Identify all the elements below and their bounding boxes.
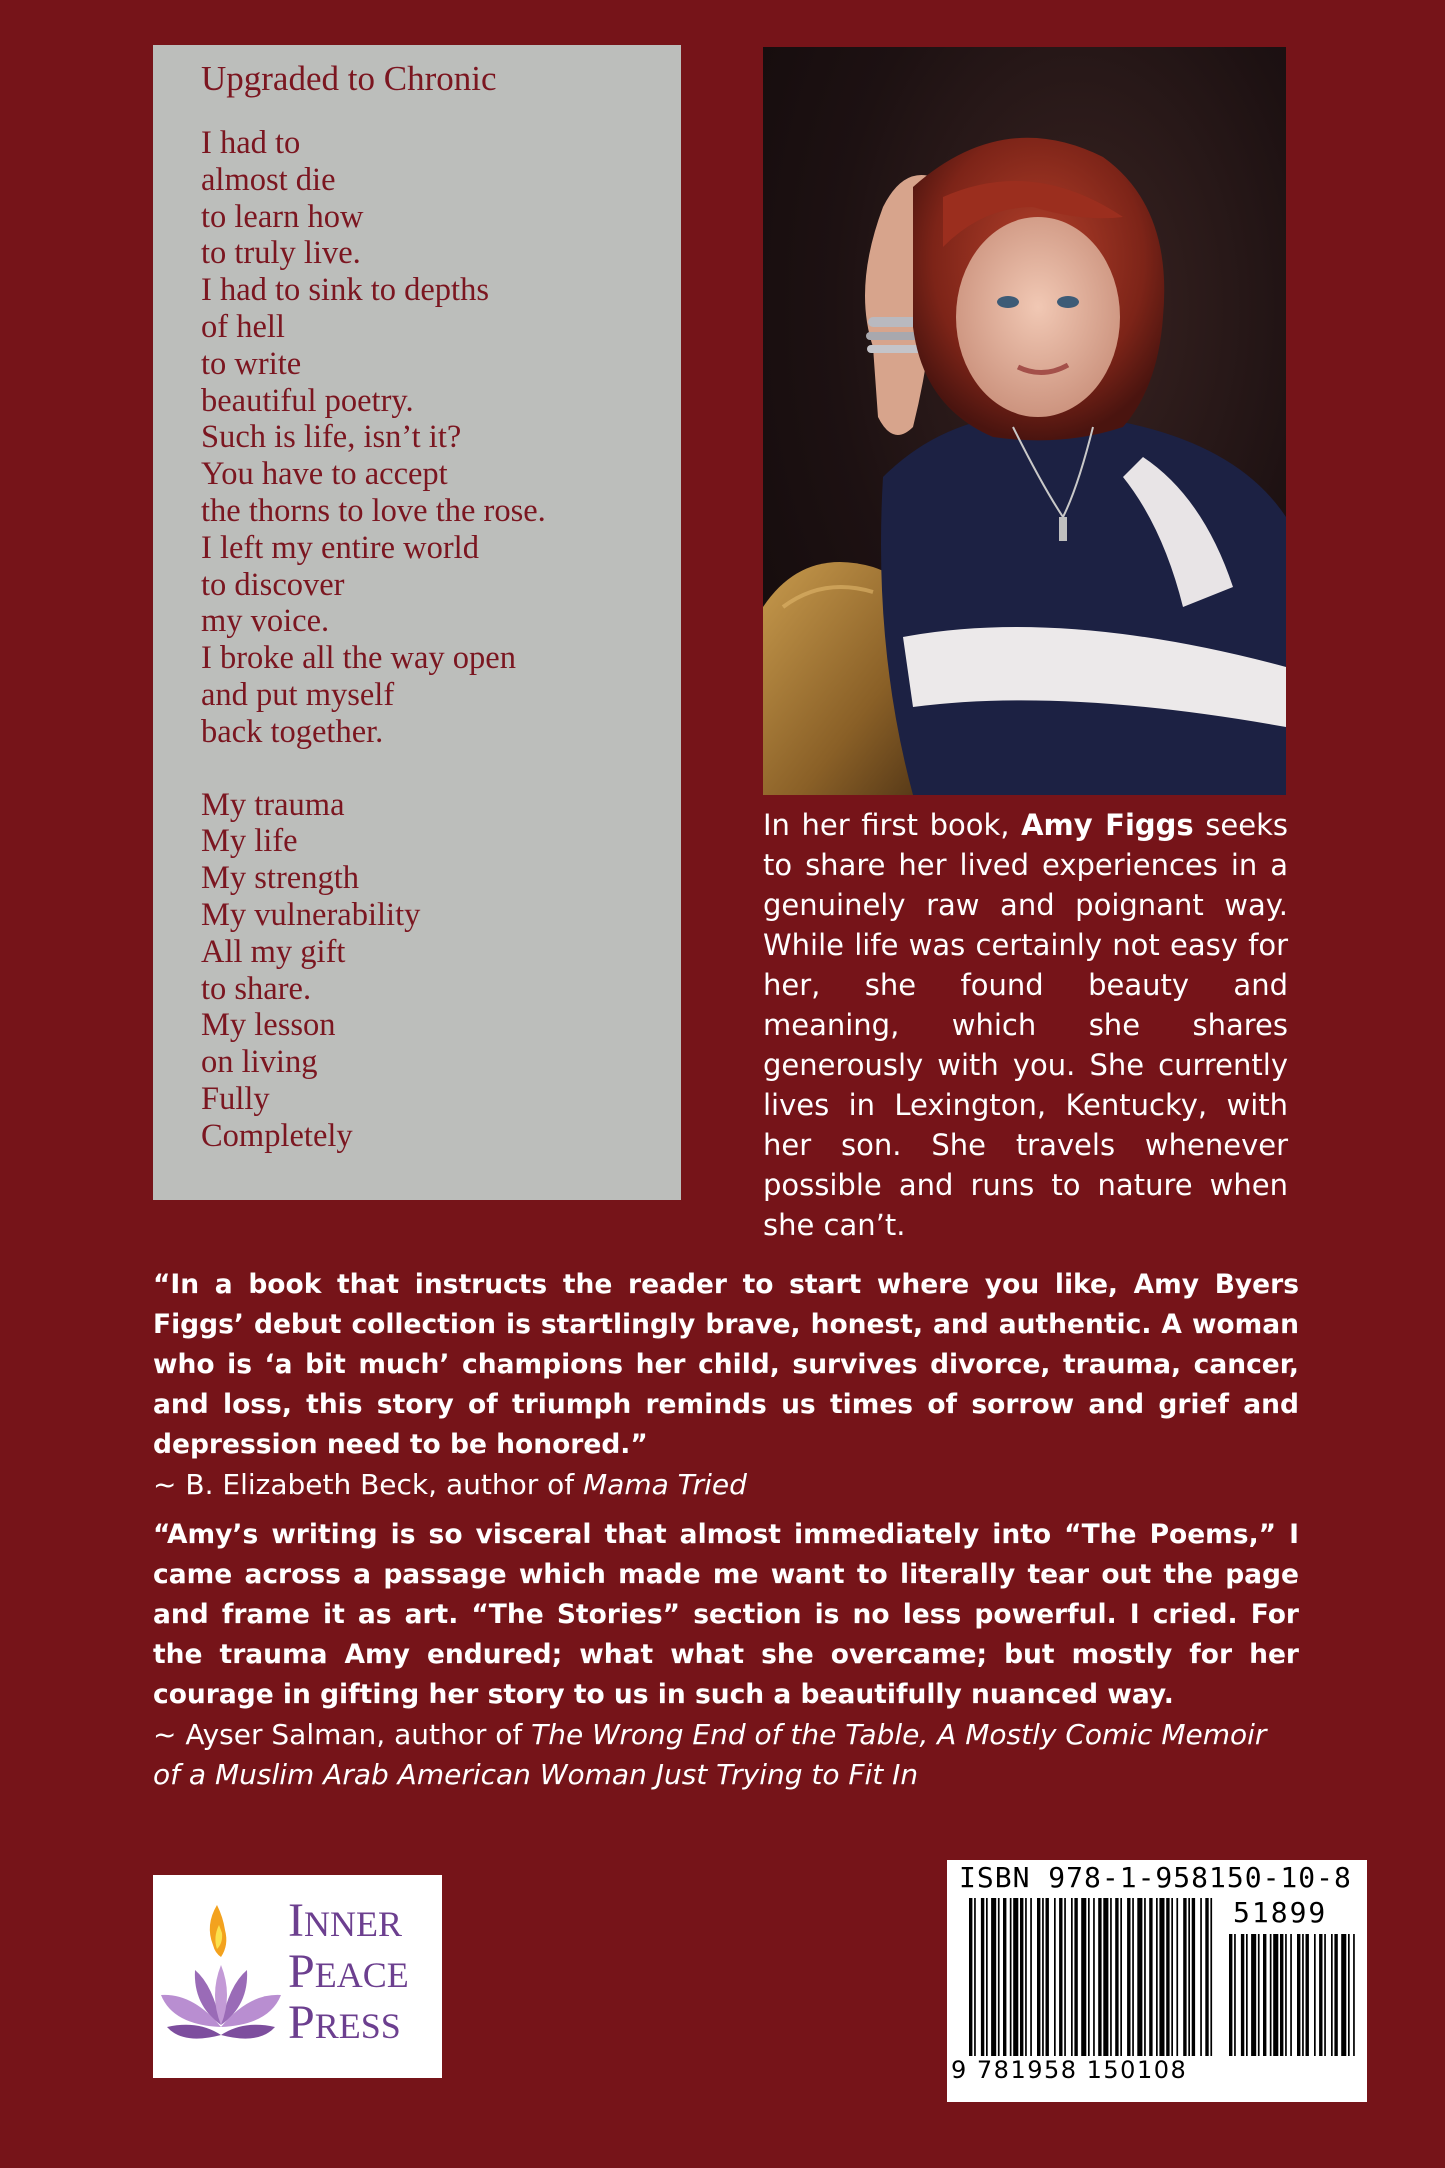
barcode-bar (1263, 1934, 1266, 2056)
barcode-bar (1074, 1898, 1077, 2056)
barcode-bar (1137, 1898, 1142, 2056)
poem-stanza-1 (201, 125, 681, 751)
poem-line: to learn how (201, 198, 364, 235)
barcode-bar (1132, 1898, 1134, 2056)
barcode-bar (1229, 1934, 1232, 2056)
barcode-bar (1144, 1898, 1146, 2056)
barcode-bar (1210, 1898, 1212, 2056)
barcode-bar (1234, 1934, 1236, 2056)
barcode-bar (1115, 1898, 1118, 2056)
barcode-bar (1046, 1898, 1049, 2056)
barcode-bar (1149, 1898, 1152, 2056)
barcode-bar (1183, 1898, 1186, 2056)
barcode-bar (1120, 1898, 1122, 2056)
barcode-bar (1334, 1934, 1337, 2056)
poem-line: I left my entire world (201, 529, 479, 566)
ean-digits: 9 781958 150108 (951, 2056, 1188, 2084)
poem-line: the thorns to love the rose. (201, 492, 546, 529)
poem-line: on living (201, 1044, 318, 1081)
barcode-bar (1020, 1898, 1023, 2056)
author-photo (763, 47, 1286, 795)
poem-line: my voice. (201, 603, 330, 640)
barcode-bar (1176, 1898, 1178, 2056)
author-photo-illustration (763, 47, 1286, 795)
quote-attribution (153, 1715, 1299, 1795)
author-bio (763, 805, 1288, 1245)
attribution-title: Mama Tried (583, 1468, 747, 1501)
barcode-bar (986, 1898, 988, 2056)
poem-line: back together. (201, 713, 384, 750)
barcode-bar (1200, 1898, 1202, 2056)
logo-initial: P (288, 1996, 315, 2049)
poem-line: to discover (201, 566, 345, 603)
barcode-bar (998, 1898, 1000, 2056)
barcode-bar (1071, 1898, 1073, 2056)
poem-line: to share. (201, 970, 312, 1007)
barcode-bar (1088, 1898, 1090, 2056)
barcode-bar (974, 1898, 976, 2056)
barcode-bar (1188, 1898, 1190, 2056)
poem-line: Completely (201, 1117, 353, 1154)
barcode-bar (1314, 1934, 1316, 2056)
barcode-bar (1258, 1934, 1260, 2056)
barcode-bar (1059, 1898, 1062, 2056)
barcode-bar (969, 1898, 972, 2056)
logo-initial: P (288, 1945, 315, 1998)
poem-line: I had to (201, 125, 301, 161)
barcode-bar (1003, 1898, 1006, 2056)
logo-initial: I (288, 1894, 304, 1947)
barcode-bar (1246, 1934, 1248, 2056)
attribution-prefix: ~ B. Elizabeth Beck, author of (153, 1468, 584, 1501)
publisher-name (288, 1894, 409, 2050)
bio-author-name: Amy Figgs (1021, 808, 1194, 842)
barcode-bar (1353, 1934, 1355, 2056)
barcode-bar (1348, 1934, 1350, 2056)
barcode-bar (1064, 1898, 1066, 2056)
poem-stanza-2 (201, 787, 681, 1155)
quote-text: “Amy’s writing is so visceral that almost immediately into “The Poems,” I came across a passage which made me want to literally tear out the page and frame it as art. “The Stories” section is no less powerful. I cried. For the trauma Amy endured; what what she overcame; but mostly for her courage in gifting her story to us in such a beautifully nuanced way. (153, 1519, 1299, 1710)
poem-line: You have to accept (201, 456, 448, 493)
barcode-bar (1280, 1934, 1283, 2056)
quote-text: “In a book that instructs the reader to start where you like, Amy Byers Figgs’ debut collection is startlingly brave, honest, and authentic. A woman who is ‘a bit much’ champions her child, survives divorce, trauma, cancer, and loss, this story of triumph reminds us times of sorrow and grief and depression need to be honored.” (153, 1269, 1299, 1460)
barcode-bar (991, 1898, 996, 2056)
barcode-bar (1302, 1934, 1304, 2056)
poem-line: to write (201, 345, 302, 382)
poem-line: Such is life, isn’t it? (201, 419, 462, 456)
poem-line: My trauma (201, 786, 345, 823)
attribution-prefix: ~ Ayser Salman, author of (153, 1718, 532, 1751)
poem-title: Upgraded to Chronic (201, 59, 497, 98)
barcode-bar (1081, 1898, 1086, 2056)
barcode-bar (1042, 1898, 1044, 2056)
review-quote-1 (153, 1265, 1299, 1505)
poem-line: My life (201, 823, 298, 860)
poem-line: Fully (201, 1080, 270, 1117)
barcode-bar (1270, 1934, 1272, 2056)
barcode-bar (1030, 1898, 1032, 2056)
barcode-bar (1025, 1898, 1027, 2056)
barcode-bar (1110, 1898, 1112, 2056)
barcode-bar (1156, 1898, 1158, 2056)
barcode-bar (1290, 1934, 1292, 2056)
poem-line: My lesson (201, 1007, 336, 1044)
quote-attribution (153, 1465, 1299, 1505)
barcode-bar (1192, 1898, 1195, 2056)
attribution-title: The Wrong End of the Table, A Mostly Comic Memoir of a Muslim Arab American Woman Just Trying to Fit In (153, 1718, 1267, 1791)
poem-line: I broke all the way open (201, 640, 516, 677)
logo-word: RESS (314, 2006, 401, 2046)
poem-panel (153, 45, 681, 1200)
barcode-bar (1013, 1898, 1018, 2056)
poem-line: almost die (201, 161, 336, 198)
barcode-bar (1171, 1898, 1173, 2056)
barcode-bar (981, 1898, 984, 2056)
bio-body: seeks to share her lived experiences in a genuinely raw and poignant way. While life was certainly not easy for her, she found beauty and meaning, which she shares generously with you. She currently lives in Lexington, Kentucky, with her son. She travels whenever possible and runs to nature when she can’t. (763, 808, 1288, 1242)
barcode-bar (1324, 1934, 1326, 2056)
barcode-bar (1103, 1898, 1108, 2056)
poem-line: My strength (201, 860, 359, 897)
barcode-bar (1037, 1898, 1040, 2056)
barcode-bar (1010, 1898, 1012, 2056)
barcode-bar (1341, 1934, 1346, 2056)
logo-word: NNER (303, 1904, 402, 1944)
isbn-barcode (947, 1860, 1367, 2102)
publisher-logo (153, 1875, 442, 2078)
barcode-bar (1159, 1898, 1164, 2056)
barcode-bar (1331, 1934, 1333, 2056)
poem-line: and put myself (201, 676, 395, 713)
poem-line: All my gift (201, 933, 346, 970)
review-quote-2 (153, 1515, 1299, 1795)
poem-line: to truly live. (201, 235, 361, 272)
barcode-bar (1251, 1934, 1256, 2056)
barcode-bar (1098, 1898, 1101, 2056)
barcode-bar (1166, 1898, 1169, 2056)
barcode-bar (1241, 1934, 1244, 2056)
price-code: 51899 (1233, 1896, 1328, 1929)
barcode-bar (1205, 1898, 1208, 2056)
poem-line: My vulnerability (201, 896, 421, 933)
barcode-bar (1306, 1934, 1309, 2056)
barcode-bar (1297, 1934, 1300, 2056)
poem-line: beautiful poetry. (201, 382, 414, 419)
bio-prefix: In her first book, (763, 808, 1022, 842)
barcode-bar (1319, 1934, 1322, 2056)
isbn-label: ISBN 978-1-958150-10-8 (959, 1861, 1352, 1894)
logo-word: EACE (314, 1955, 409, 1995)
barcode-bar (1093, 1898, 1095, 2056)
barcode-bar (1273, 1934, 1278, 2056)
barcode-bar (1054, 1898, 1056, 2056)
poem-line: I had to sink to depths (201, 272, 489, 309)
barcode-bar (1127, 1898, 1130, 2056)
barcode-bar (1285, 1934, 1287, 2056)
poem-line: of hell (201, 308, 285, 345)
lotus-flame-icon (153, 1875, 288, 2078)
